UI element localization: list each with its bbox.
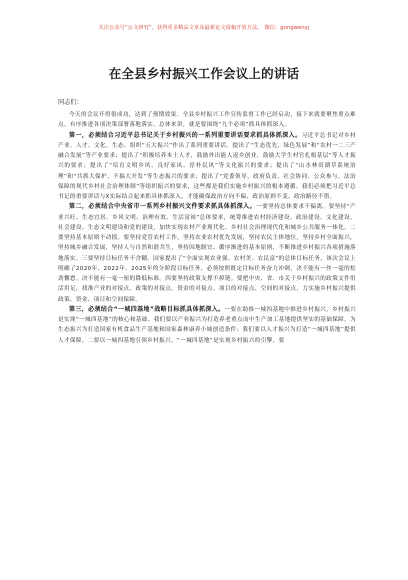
document-body (58, 98, 356, 346)
paragraph-intro: 今天的会议开得很成功，达到了预期效果。全县乡村振兴工作宣传监督工作已经启动，接下来就要聚焦重点难点、有序推进各项决策部署落地落实。总体来讲，就是要围绕“九个必须”抓具体抓深入。 (58, 112, 356, 129)
section-2-heading: 第二，必须结合中央省市一系列乡村振兴文件要求抓具体抓深入。 (69, 203, 257, 211)
paragraph-section-2 (58, 202, 356, 305)
section-3-body: 一要在助推一城四基地中推进乡村振兴，乡村振兴是实现“一城四基地”的核心和基础。我们要以产业振兴为打造养老重点而中生产加工基地提供坚实的基础保障，为生态振兴为打造国家有机食品生产基地和国家森林康养小城创造条件；我们要以人才振兴为打造“一城四基地”提供人才保障。二要以一城四基地引领乡村振兴。“一城四基地”是实现乡村振兴的引擎，要 (58, 306, 357, 344)
paragraph-section-3 (58, 305, 356, 346)
top-banner[interactable]: 关注公众号“公文研究”，获得更多精品文章及最新论文投稿开放方法。 微信：gongwenyj (98, 25, 310, 31)
paragraph-section-1 (58, 131, 356, 203)
section-3-heading: 第三，必须结合“一城四基地”战略目标抓具体抓深入。 (69, 305, 225, 313)
page-title: 在全县乡村振兴工作会议上的讲话 (108, 66, 300, 81)
section-1-heading: 第一，必须结合习近平总书记关于乡村振兴的一系列重要讲话要求抓具体抓深入。 (69, 131, 302, 139)
salutation: 同志们： (58, 99, 83, 106)
section-2-body: 一要坚持总体要求不偏离。要坚持“产业兴旺、生态宜居、乡风文明、治理有效、生活富裕”总体要求，统筹推进农村经济建设、政治建设、文化建设、社会建设、生态文明建设和党的建设，加快实现农村产业现代化、乡村社会治理现代化和城乡公共服务一体化。二要坚持基本原则不动摇。要坚持党管农村工作，坚持农业农村优先发展，坚持农民主体地位，坚持乡村全面振兴，坚持城乡融合发展，坚持人与自然和谐共生，坚持因地制宜、循序渐进的基本原则，不断推进乡村振兴各项措施落地落实。三要坚持目标任务不含糊。国家提出了“全面实现农业强、农村美、农民富”的总体目标任务，该次会议上明确了2020年、2022年、2025年的分阶段目标任务，必须按照既定目标任务奋力冲刺，决不能有一丝一毫的松劲懈怠。决不能有一毫一厘的降低标准。四要坚持政策支撑不掉链。要把中央、省、市关于乡村振兴的政策文件用活用足，找准产业的对接点、政策的对接点、资金的对接点、项目的对接点、空间的对接点，力实施乡村振兴提供政策、资金、项目和空间保障。 (58, 204, 356, 303)
section-1-body: 习近平总书记对乡村产业、人才、文化、生态、组织“五大振兴”作出了系列重要讲话，提出了“生态优先，绿色发展”和“农村一二三产融合发展”等产业要求；提出了“积极培养本土人才，鼓励外出能人返乡创业，鼓励大学生村官扎根基层”等人才振兴的要求；提出了“培育文明乡风、良好家风、淳朴民风”等文化振兴的要求；提出了“山水林田湖草系统治理”和“共抓大保护、不搞大开发”等生态振兴的要求；提出了“党委领导、政府负责、社会协同、公众参与、法治保障的现代乡村社会治理体制”等组织振兴的要求，这些都是我们实施乡村振兴的根本遵循。我们必须把习近平总书记的重要讲话与X实际结合起来抓具体抓深入，才能确保政治方向不偏、政治原则不变、政治路径不错。 (58, 132, 356, 200)
